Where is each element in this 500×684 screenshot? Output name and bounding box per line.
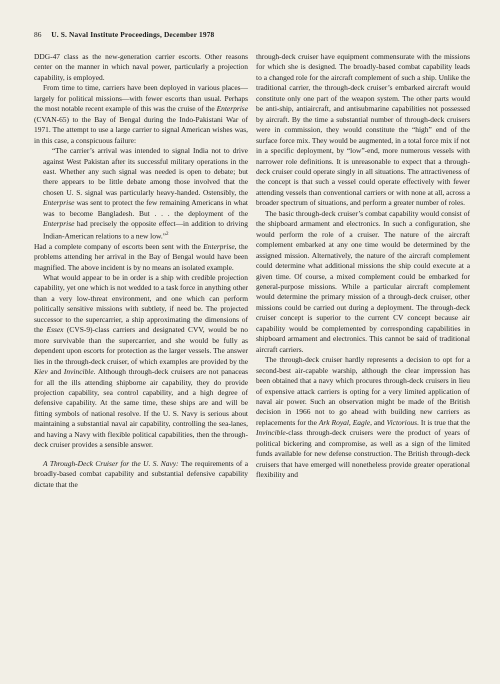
paragraph: The through-deck cruiser hardly represents a decision to opt for a second-best air-capable warship, although the clear impression has been obtained that a navy which procures through-deck cruisers in lieu of expensive attack carriers is opting for a very limited application of naval air power. Such an observation might be made of the British decision in 1966 not to go ahead with building new carriers as replacements for the Ark Royal, Eagle, and Victorious. It is true that the Invincible-class through-deck cruisers were the product of years of political bickering and compromise, as well as a sign of the limited funds available for new defense construction. The British through-deck cruisers that have emerged will nonetheless provide greater operational flexibility and [256, 355, 470, 480]
right-column [256, 52, 470, 481]
paragraph: through-deck cruiser have equipment commensurate with the missions for which she is designed. The broadly-based combat capability leads to a changed role for the aircraft complement of such a ship. Unlike the traditional carrier, the through-deck cruiser’s embarked aircraft would constitute only one part of the weapon system. The other parts would be anti-ship, antiaircraft, and antisubmarine capabilities not possessed by aircraft. By the time a substantial number of through-deck cruisers were in commission, they would constitute the “high” end of the surface force mix. They would be augmented, in a total force mix if not in a specific deployment, by “low”-end, more numerous vessels with narrower role definitions. It is unreasonable to expect that a through-deck cruiser could operate singly in all situations. The attractiveness of the concept is that such a vessel could operate effectively with fewer attending vessels than conventional carriers or with none at all, across a broader spectrum of situations, and perform a greater number of roles. [256, 52, 470, 208]
running-header [34, 30, 214, 39]
left-column [34, 52, 248, 490]
journal-title: U. S. Naval Institute Proceedings, December 1978 [51, 30, 215, 39]
paragraph: From time to time, carriers have been deployed in various places—largely for political missions—with fewer escorts than usual. Perhaps the most notable recent example of this was the cruise of the Enterprise (CVAN-65) to the Bay of Bengal during the Indo-Pakistani War of 1971. The attempt to use a large carrier to signal American wishes was, in this case, a conspicuous failure: [34, 83, 248, 145]
paragraph: DDG-47 class as the new-generation carrier escorts. Other reasons center on the manner in which naval power, particularly a projection capability, is employed. [34, 52, 248, 82]
section-paragraph: A Through-Deck Cruiser for the U. S. Navy: The requirements of a broadly-based combat capability and substantial defensive capability dictate that the [34, 458, 248, 489]
block-quote: “The carrier’s arrival was intended to signal India not to drive against West Pakistan after its successful military operations in the east. Whether any such signal was needed is open to debate; but there appears to be little debate among those involved that the chosen U. S. signal was particularly heavy-handed. Ostensibly, the Enterprise was sent to protect the few remaining Americans in what was to become Bangladesh. But . . . the deployment of the Enterprise had precisely the opposite effect—in addition to driving Indian-American relations to a new low.”$^2$ [43, 146, 248, 241]
page-number: 86 [34, 30, 42, 39]
paragraph: What would appear to be in order is a ship with credible projection capability, yet one which is not wedded to a task force in anything other than a very low-threat environment, and one which can perform politically sensitive missions with subtlety, if need be. The projected successor to the supercarrier, a ship approximating the dimensions of the Essex (CVS-9)-class carriers and designated CVV, would be no more survivable than the supercarrier, and she would be fully as dependent upon escorts for protection as the larger vessels. The answer lies in the through-deck cruiser, of which examples are provided by the Kiev and Invincible. Although through-deck cruisers are not panaceas for all the ills attending shipborne air capability, they do provide projection capability, sea control capability, and a high degree of defensive capability. At the same time, these ships are and will be fitting symbols of national resolve. If the U. S. Navy is serious about maintaining a substantial naval air capability, controlling the sea-lanes, and having a Navy with flexible political capabilities, then the through-deck cruiser provides a sensible answer. [34, 273, 249, 450]
paragraph: The basic through-deck cruiser’s combat capability would consist of the shipboard armament and electronics. In such a configuration, she would perform the role of a cruiser. The nature of the aircraft complement embarked at any one time would be determined by the assigned mission. Alternatively, the nature of the aircraft complement could determine what additional missions the ship could execute at a given time. Of course, a mixed complement could be embarked for general-purpose missions. While a particular aircraft complement would determine the primary mission of a through-deck cruiser, other missions could be carried out during a deployment. The through-deck cruiser concept is superior to the current CV concept because air capability would be complemented by corresponding capabilities in shipboard armament and electronics. This cannot be said of traditional aircraft carriers. [256, 208, 470, 354]
paragraph: Had a complete company of escorts been sent with the Enterprise, the problems attending her arrival in the Bay of Bengal would have been magnified. The above incident is by no means an isolated example. [34, 241, 248, 272]
